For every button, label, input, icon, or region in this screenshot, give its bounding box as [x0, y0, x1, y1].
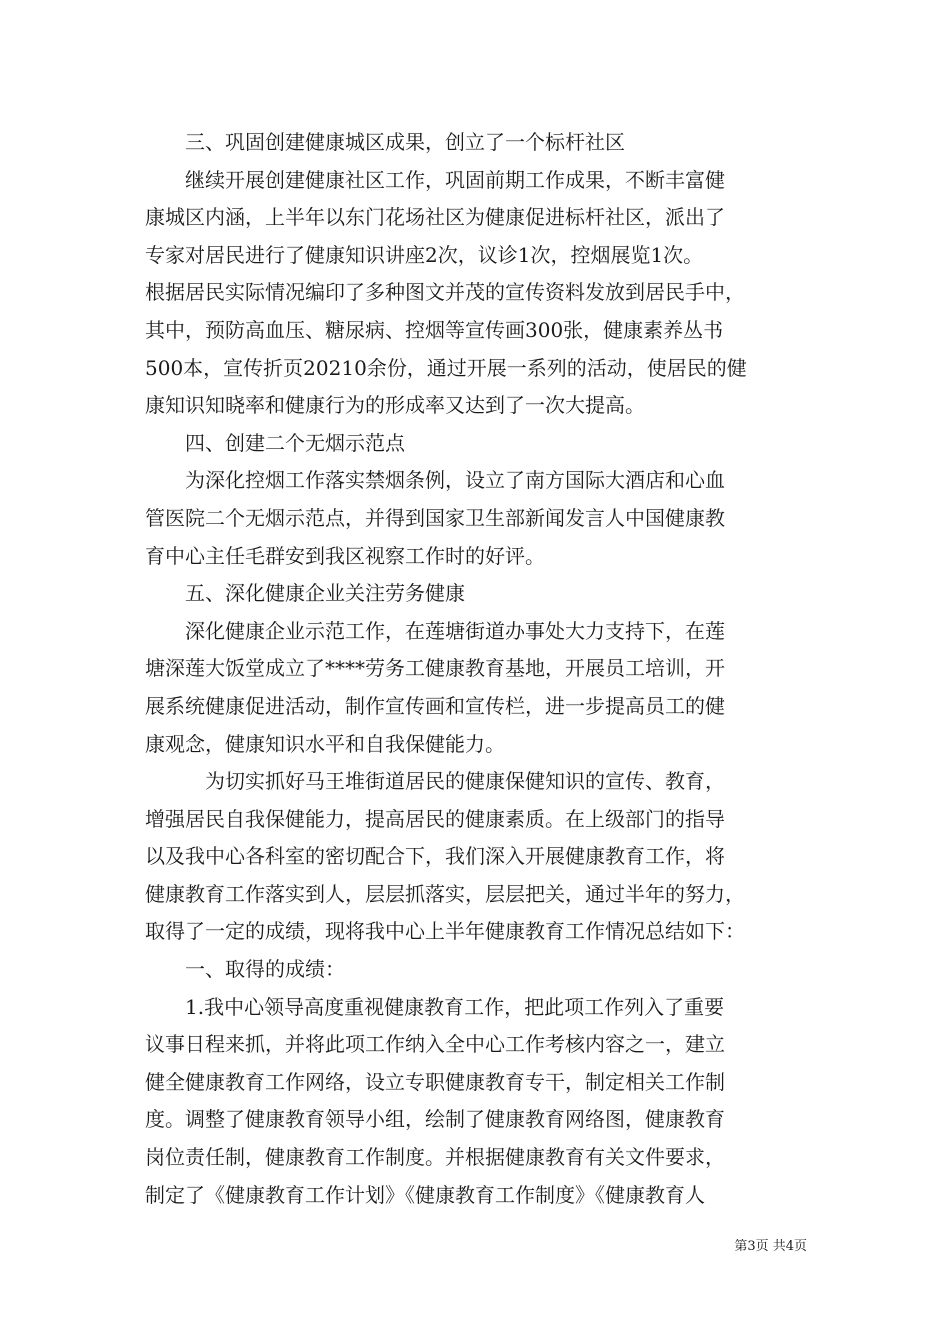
body-text: [145, 124, 813, 1214]
text-line: 500本，宣传折页20210余份，通过开展一系列的活动，使居民的健: [145, 355, 747, 380]
text-line: 健康教育工作落实到人，层层抓落实，层层把关，通过半年的努力，: [145, 881, 745, 906]
text-line: 取得了一定的成绩，现将我中心上半年健康教育工作情况总结如下：: [145, 919, 745, 944]
text-line: 度。调整了健康教育领导小组，绘制了健康教育网络图，健康教育: [145, 1107, 725, 1132]
text-line: 为深化控烟工作落实禁烟条例，设立了南方国际大酒店和心血: [145, 468, 725, 493]
text-line: 制定了《健康教育工作计划》《健康教育工作制度》《健康教育人: [145, 1182, 705, 1207]
text-line: 三、巩固创建健康城区成果，创立了一个标杆社区: [145, 130, 625, 154]
text-line: 1.我中心领导高度重视健康教育工作，把此项工作列入了重要: [145, 994, 725, 1019]
text-line: 五、深化健康企业关注劳务健康: [145, 581, 465, 606]
text-line: 专家对居民进行了健康知识讲座2次，议诊1次，控烟展览1次。: [145, 242, 704, 267]
text-line: 管医院二个无烟示范点，并得到国家卫生部新闻发言人中国健康教: [145, 505, 725, 530]
text-line: 以及我中心各科室的密切配合下，我们深入开展健康教育工作，将: [145, 844, 725, 869]
text-line: 增强居民自我保健能力，提高居民的健康素质。在上级部门的指导: [145, 806, 725, 831]
text-line: 育中心主任毛群安到我区视察工作时的好评。: [145, 543, 545, 568]
text-line: 塘深莲大饭堂成立了****劳务工健康教育基地，开展员工培训，开: [145, 656, 725, 681]
text-line: 议事日程来抓，并将此项工作纳入全中心工作考核内容之一，建立: [145, 1032, 725, 1057]
text-line: 深化健康企业示范工作，在莲塘街道办事处大力支持下，在莲: [145, 618, 725, 643]
text-line: 康知识知晓率和健康行为的形成率又达到了一次大提高。: [145, 393, 645, 418]
text-line: 其中，预防高血压、糖尿病、控烟等宣传画300张，健康素养丛书: [145, 317, 724, 342]
text-line: 健全健康教育工作网络，设立专职健康教育专干，制定相关工作制: [145, 1069, 725, 1094]
text-line: 展系统健康促进活动，制作宣传画和宣传栏，进一步提高员工的健: [145, 693, 725, 718]
page-number-footer: 第3页 共4页: [734, 1239, 807, 1254]
text-line: 康观念，健康知识水平和自我保健能力。: [145, 731, 505, 756]
text-line: 四、创建二个无烟示范点: [145, 430, 405, 455]
text-line: 一、取得的成绩：: [145, 957, 345, 982]
text-line: 为切实抓好马王堆街道居民的健康保健知识的宣传、教育，: [145, 769, 725, 794]
text-line: 康城区内涵，上半年以东门花场社区为健康促进标杆社区，派出了: [145, 205, 725, 230]
text-line: 根据居民实际情况编印了多种图文并茂的宣传资料发放到居民手中，: [145, 280, 745, 305]
text-line: 岗位责任制，健康教育工作制度。并根据健康教育有关文件要求，: [145, 1145, 725, 1170]
text-line: 继续开展创建健康社区工作，巩固前期工作成果，不断丰富健: [145, 167, 725, 192]
